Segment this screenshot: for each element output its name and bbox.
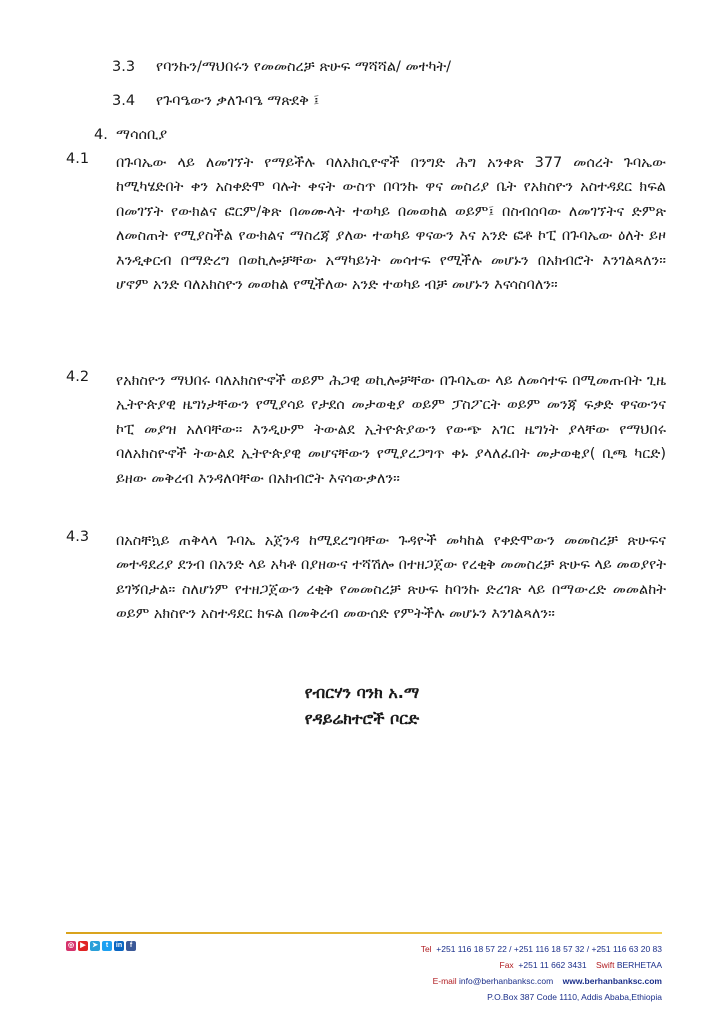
website-link[interactable]: www.berhanbanksc.com — [562, 976, 662, 986]
section-heading — [94, 127, 167, 143]
agenda-item-text: የባንኩን/ማህበሩን የመመስረቻ ጽሁፍ ማሻሻል/ መተካት/ — [156, 59, 452, 75]
board-name: የዳይሬክተሮች ቦርድ — [304, 709, 420, 728]
agenda-item-text: የጉባዔውን ቃለጉባዔ ማጽደቅ ፤ — [156, 93, 320, 109]
agenda-item-number: 3.3 — [112, 59, 136, 75]
phone-numbers: +251 116 18 57 22 / +251 116 18 57 32 / +251 116 63 20 83 — [436, 944, 662, 954]
paragraph-number: 4.3 — [66, 529, 90, 545]
email-web-line — [421, 973, 662, 989]
po-box: P.O.Box 387 Code 1110, Addis Ababa,Ethiopia — [487, 992, 662, 1002]
paragraph-4-1 — [66, 151, 666, 297]
paragraph-number: 4.2 — [66, 369, 90, 385]
social-icons — [66, 941, 136, 951]
youtube-icon[interactable]: ▶ — [78, 941, 88, 951]
swift-code: BERHETAA — [616, 960, 662, 970]
swift-label: Swift — [596, 960, 615, 970]
telegram-icon[interactable]: ➤ — [90, 941, 100, 951]
signature-block — [0, 680, 724, 732]
paragraph-4-3 — [66, 529, 666, 627]
facebook-icon[interactable]: f — [126, 941, 136, 951]
phone-label: Tel — [420, 944, 432, 954]
paragraph-text: የአክስዮን ማህበሩ ባለአክስዮኖች ወይም ሕጋዊ ወኪሎቻቸው በጉባኤው ላይ ለመሳተፍ በሚመጡበት ጊዜ ኢትዮጵያዊ ዜግነታቸውን የሚያሳይ የታደሰ መታወቂያ ወይም ፓስፖርት ወይም መንጃ ፍቃድ ዋናውንና ኮፒ መያዝ አለባቸው። እንዲሁም ትውልደ ኢትዮጵያውን የውጭ አገር ዜግነት ያላቸው የማህበሩ ባለአክስዮኖች ትውልደ ኢትዮጵያዊ መሆናቸውን የሚያረጋግጥ ቀኑ ያላለፈበት መታወቂያ( ቢጫ ካርድ) ይዘው መቅረብ እንዳለባቸው በአክብሮት እናሳውቃለን። — [116, 373, 666, 487]
agenda-item-number: 3.4 — [112, 93, 136, 109]
section-title: ማሳሰቢያ — [116, 127, 168, 143]
paragraph-text: በጉባኤው ላይ ለመገኘት የማይችሉ ባለአክሲዮኖች በንግድ ሕግ አንቀጽ 377 መሰረት ጉባኤው ከሚካሄድበት ቀን አስቀድሞ ባሉት ቀናት ውስጥ በባንኩ ዋና መስሪያ ቤት የአክስዮን አስተዳደር ክፍል በመገኘት የውክልና ፎርም/ቅጽ በመሙላት ተወካይ በመወከል ወይም፤ በስብሰባው ለመገኘትና ድምጽ ለመስጠት የሚያስችል የውክልና ማስረጃ ያለው ተወካይ ዋናውን እና አንድ ፎቶ ኮፒ በጉባኤው ዕለት ይዞ እንዲቀርብ በማድረግ በወኪሎቻቸው አማካይነት መሳተፍ የሚችሉ መሆኑን በአክብሮት እንገልጻለን። ሆኖም አንድ ባለአክስዮን መወከል የሚችለው አንድ ተወካይ ብቻ መሆኑን እናሳስባለን። — [116, 155, 666, 294]
fax-line — [421, 957, 662, 973]
agenda-item-3-4 — [112, 93, 319, 109]
phone-line — [421, 941, 662, 957]
fax-number: +251 11 662 3431 — [518, 960, 587, 970]
twitter-icon[interactable]: t — [102, 941, 112, 951]
paragraph-4-2 — [66, 369, 666, 491]
fax-label: Fax — [499, 960, 514, 970]
agenda-item-3-3 — [112, 59, 451, 75]
linkedin-icon[interactable]: in — [115, 942, 123, 949]
email-address[interactable]: info@berhanbanksc.com — [459, 976, 554, 986]
paragraph-number: 4.1 — [66, 151, 90, 167]
email-label: E-mail — [432, 976, 457, 986]
contact-info — [421, 941, 662, 1005]
paragraph-text: በአስቸኳይ ጠቅላላ ጉባኤ አጀንዳ ከሚደረግባቸው ጉዳዮች መካከል የቀድሞውን መመስረቻ ጽሁፍና መተዳደሪያ ደንብ በአንድ ላይ አካቶ በያዘውና ተሻሽሎ በተዘጋጀው የረቂቅ መመስረቻ ጽሁፍ ላይ መወያየት ይገኝበታል። ስለሆነም የተዘጋጀውን ረቂቅ የመመስረቻ ጽሁፍ ከባንኩ ድረገጽ ላይ በማውረድ መመልከት ወይም አክስዮን አስተዳደር ክፍል በመቅረብ መውሰድ የምትችሉ መሆኑን እንገልጻለን። — [116, 533, 666, 623]
footer-divider — [66, 932, 662, 934]
instagram-icon[interactable]: ◎ — [67, 942, 75, 949]
section-number: 4. — [94, 127, 108, 143]
bank-name: የብርሃን ባንክ አ.ማ — [304, 683, 420, 702]
